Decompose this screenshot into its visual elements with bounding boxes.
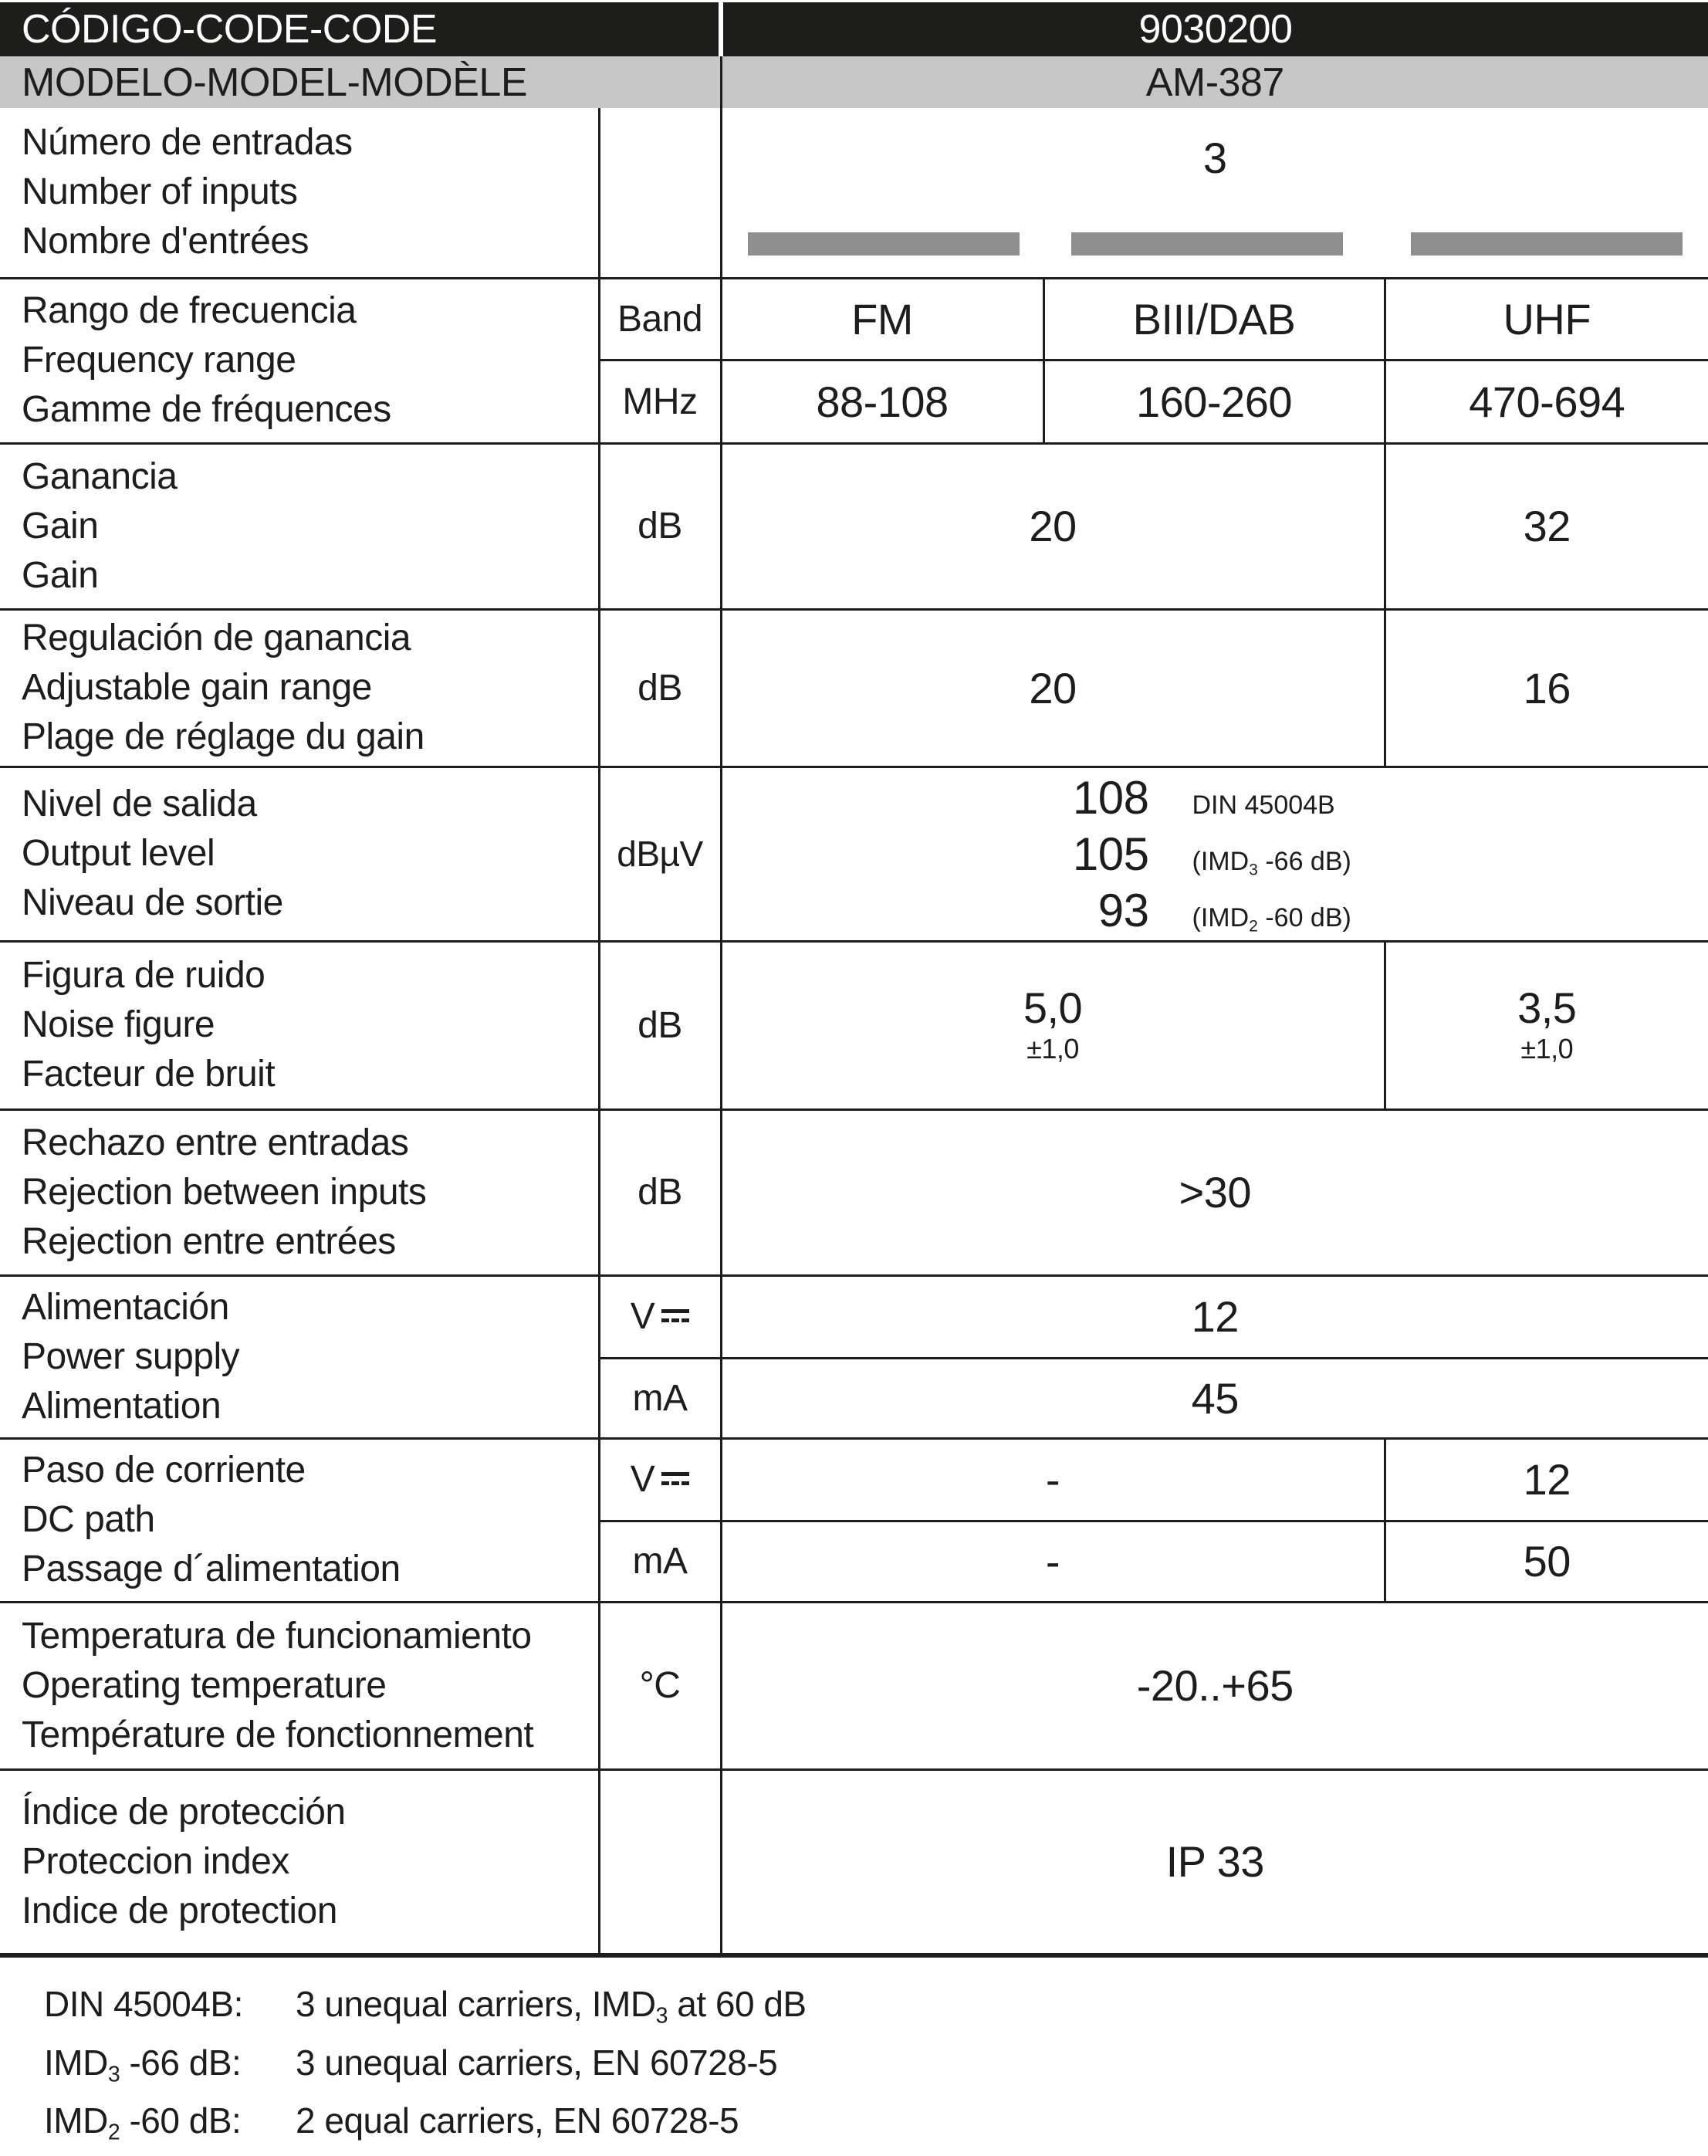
noise-fm-biii-tolerance: ±1,0: [722, 1032, 1384, 1066]
range-uhf: 470-694: [1385, 360, 1708, 443]
gain-fm-biii-value: 20: [721, 443, 1385, 609]
mhz-unit: MHz: [599, 360, 721, 443]
adjustable-gain-uhf-value: 16: [1385, 609, 1708, 767]
gain-uhf-value: 32: [1385, 443, 1708, 609]
rejection-row: [0, 1109, 1708, 1275]
dc-path-label: Paso de corriente DC path Passage d´alimentation: [0, 1438, 599, 1602]
power-voltage-value: 12: [721, 1275, 1708, 1358]
inputs-value-cell: [721, 108, 1708, 278]
inputs-label: Número de entradas Number of inputs Nombre d'entrées: [0, 108, 599, 278]
noise-figure-label: Figura de ruido Noise figure Facteur de bruit: [0, 941, 599, 1109]
output-level-value: 108: [722, 771, 1149, 824]
rejection-label: Rechazo entre entradas Rejection between inputs Rejection entre entrées: [0, 1109, 599, 1275]
dc-path-current-unit: mA: [599, 1521, 721, 1602]
noise-fm-biii-cell: [721, 941, 1385, 1109]
model-header-label: MODELO-MODEL-MODÈLE: [0, 56, 721, 108]
output-level-value: 105: [722, 828, 1149, 881]
dc-path-current-uhf: 50: [1385, 1521, 1708, 1602]
output-level-note: ($IMD_3$ -66 dB): [1192, 847, 1351, 879]
output-level-note: DIN 45004B: [1192, 790, 1335, 821]
model-header-value: AM-387: [721, 56, 1708, 108]
adjustable-gain-label: Regulación de ganancia Adjustable gain range Plage de réglage du gain: [0, 609, 599, 767]
footnote-line: [44, 2039, 1708, 2098]
adjustable-gain-unit: dB: [599, 609, 721, 767]
gain-label: Ganancia Gain Gain: [0, 443, 599, 609]
code-header-value: 9030200: [721, 2, 1708, 56]
footnote-description: 3 unequal carriers, EN 60728-5: [296, 2039, 777, 2098]
noise-fm-biii-value: 5,0: [722, 984, 1384, 1032]
band-biii-dab: BIII/DAB: [1043, 278, 1385, 360]
output-level-value: 93: [722, 884, 1149, 937]
output-level-entry: [722, 771, 1708, 824]
band-unit: Band: [599, 278, 721, 360]
protection-unit-empty: [599, 1769, 721, 1955]
frequency-label: Rango de frecuencia Frequency range Gamme de fréquences: [0, 278, 599, 443]
output-level-value-cell: [721, 767, 1708, 941]
protection-label: Índice de protección Proteccion index Indice de protection: [0, 1769, 599, 1955]
adjustable-gain-row: [0, 609, 1708, 767]
protection-row: [0, 1769, 1708, 1955]
temperature-label: Temperatura de funcionamiento Operating temperature Température de fonctionnement: [0, 1602, 599, 1769]
temperature-value: -20..+65: [721, 1602, 1708, 1769]
output-level-note: ($IMD_2$ -60 dB): [1192, 903, 1351, 936]
power-label: Alimentación Power supply Alimentation: [0, 1275, 599, 1438]
output-level-unit: dBµV: [599, 767, 721, 941]
gain-row: [0, 443, 1708, 609]
rejection-unit: dB: [599, 1109, 721, 1275]
inputs-row: [0, 108, 1708, 278]
noise-uhf-value: 3,5: [1386, 984, 1708, 1032]
range-biii-dab: 160-260: [1043, 360, 1385, 443]
footnote-description: 3 unequal carriers, $IMD_3$ at 60 dB: [296, 1981, 807, 2039]
power-voltage-unit: V: [599, 1275, 721, 1358]
power-voltage-row: [0, 1275, 1708, 1358]
code-header-label: CÓDIGO-CODE-CODE: [0, 2, 721, 56]
noise-figure-row: [0, 941, 1708, 1109]
dc-path-current-fm-biii: -: [721, 1521, 1385, 1602]
dc-path-voltage-fm-biii: -: [721, 1438, 1385, 1521]
footnote-term: $IMD_3$ -66 dB:: [44, 2039, 296, 2098]
range-fm: 88-108: [721, 360, 1043, 443]
band-row: [0, 278, 1708, 360]
noise-uhf-tolerance: ±1,0: [1386, 1032, 1708, 1066]
noise-uhf-cell: [1385, 941, 1708, 1109]
dc-symbol: [661, 1309, 689, 1322]
output-level-entry: [722, 828, 1708, 881]
inputs-unit-empty: [599, 108, 721, 278]
gain-unit: dB: [599, 443, 721, 609]
code-header-row: [0, 2, 1708, 56]
input-bar-fm: [748, 232, 1020, 256]
footnote-term: DIN 45004B:: [44, 1981, 296, 2039]
input-bar-uhf: [1411, 232, 1683, 256]
output-level-row: [0, 767, 1708, 941]
inputs-count: 3: [722, 133, 1708, 183]
noise-figure-unit: dB: [599, 941, 721, 1109]
dc-symbol: [661, 1472, 689, 1485]
input-bar-biii: [1071, 232, 1343, 256]
model-header-row: [0, 56, 1708, 108]
dc-path-voltage-row: [0, 1438, 1708, 1521]
footnotes: [0, 1958, 1708, 2156]
power-current-value: 45: [721, 1358, 1708, 1438]
rejection-value: >30: [721, 1109, 1708, 1275]
output-level-entry: [722, 884, 1708, 937]
dc-path-voltage-unit: V: [599, 1438, 721, 1521]
spec-table: [0, 2, 1708, 1958]
footnote-line: [44, 2097, 1708, 2156]
temperature-row: [0, 1602, 1708, 1769]
adjustable-gain-fm-biii-value: 20: [721, 609, 1385, 767]
protection-value: IP 33: [721, 1769, 1708, 1955]
power-current-unit: mA: [599, 1358, 721, 1438]
temperature-unit: °C: [599, 1602, 721, 1769]
footnote-description: 2 equal carriers, EN 60728-5: [296, 2097, 739, 2156]
footnote-term: $IMD_2$ -60 dB:: [44, 2097, 296, 2156]
band-uhf: UHF: [1385, 278, 1708, 360]
output-level-label: Nivel de salida Output level Niveau de sortie: [0, 767, 599, 941]
dc-path-voltage-uhf: 12: [1385, 1438, 1708, 1521]
footnote-line: [44, 1981, 1708, 2039]
band-fm: FM: [721, 278, 1043, 360]
